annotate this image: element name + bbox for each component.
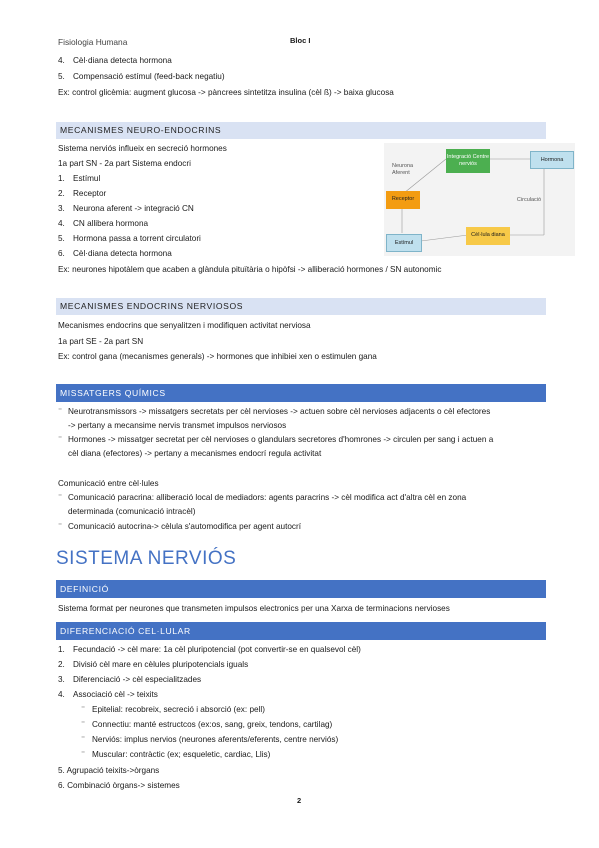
list-item: 4. CN allibera hormona: [58, 219, 149, 228]
list-item: 1. Fecundació -> cèl mare: 1a cèl pluripotencial (pot convertir-se en qualsevol cèl): [58, 645, 361, 654]
integracio-box: Integració Centre nerviós: [446, 149, 490, 173]
paragraph: 1a part SN - 2a part Sistema endocri: [58, 159, 191, 168]
list-item: 2. Receptor: [58, 189, 107, 198]
example-text: Ex: control gana (mecanismes generals) -> hormones que inhibiei xen o estimulen gana: [58, 352, 377, 361]
bullet-icon: ⁻: [58, 406, 63, 415]
list-item: 1. Estímul: [58, 174, 101, 183]
example-text: Ex: neurones hipotàlem que acaben a glàndula pituïtària o hipòfsi -> alliberació hormones / SN autonomic: [58, 265, 442, 274]
bullet-text: Neurotransmissors -> missatgers secretats per cèl nervioses -> actuen sobre cèl nervioses adjacents o cèl efectores: [68, 407, 491, 416]
bullet-icon: ⁻: [58, 492, 63, 501]
bullet-text: Hormones -> missatger secretat per cèl nervioses o glandulars secretores d'homrones -> circulen per sang i actuen a: [68, 435, 494, 444]
bullet-icon: ⁻: [81, 719, 86, 728]
section-header-definicio: DEFINICIÓ: [56, 580, 546, 598]
hormona-box: Hormona: [530, 151, 574, 169]
paragraph: Sistema nerviós influeix en secreció hormones: [58, 144, 227, 153]
cel-diana-box: Cèl·lula diana: [466, 227, 510, 245]
list-item: 5. Hormona passa a torrent circulatori: [58, 234, 201, 243]
bullet-icon: ⁻: [58, 521, 63, 530]
section-header-neuro-endocrins: MECANISMES NEURO-ENDOCRINS: [56, 122, 546, 139]
bullet-icon: ⁻: [81, 704, 86, 713]
page-header-left: Fisiologia Humana: [58, 37, 128, 47]
circulacio-label: Circulació: [516, 197, 542, 203]
list-item: 4. Associació cèl -> teixits: [58, 690, 158, 699]
bullet-text: Comunicació autocrina-> cèlula s'automodifica per agent autocrí: [68, 522, 301, 531]
sub-list-item: Epitelial: recobreix, secreció i absorció (ex: pell): [92, 705, 265, 714]
list-item: 3. Diferenciació -> cèl especialitzades: [58, 675, 202, 684]
paragraph: Mecanismes endocrins que senyalitzen i modifiquen activitat nerviosa: [58, 321, 311, 330]
bullet-icon: ⁻: [81, 734, 86, 743]
list-item: 3. Neurona aferent -> integració CN: [58, 204, 194, 213]
bullet-text: Comunicació paracrina: alliberació local de mediadors: agents paracrins -> cèl modifica act d'altra cèl en zona: [68, 493, 467, 502]
neuroendocrine-diagram: [384, 143, 575, 256]
receptor-box: Receptor: [386, 191, 420, 209]
bullet-text: -> pertany a mecansime nervis transmet impulsos nerviosos: [68, 421, 287, 430]
subheading: Comunicació entre cèl·lules: [58, 479, 159, 488]
list-item: 2. Divisió cèl mare en cèlules pluripotencials iguals: [58, 660, 249, 669]
section-header-endocrins-nerviosos: MECANISMES ENDOCRINS NERVIOSOS: [56, 298, 546, 315]
list-item: 6. Combinació òrgans-> sistemes: [58, 781, 180, 790]
bullet-text: cèl diana (efectores) -> pertany a mecanismes endocrí regula activitat: [68, 449, 322, 458]
page-header-center: Bloc I: [290, 36, 311, 45]
list-item: 5. Compensació estímul (feed-back negatiu): [58, 72, 225, 81]
neurona-label: Neurona Aferent: [392, 163, 414, 176]
bullet-icon: ⁻: [58, 434, 63, 443]
paragraph: Sistema format per neurones que transmeten impulsos electronics per una Xarxa de terminacions nervioses: [58, 604, 450, 613]
sub-list-item: Connectiu: manté estructcos (ex:os, sang, greix, tendons, cartilag): [92, 720, 333, 729]
example-text: Ex: control glicèmia: augment glucosa -> pàncrees sintetitza insulina (cèl ß) -> baixa glucosa: [58, 88, 394, 97]
list-item: 5. Agrupació teixits->òrgans: [58, 766, 160, 775]
section-header-diferenciacio: DIFERENCIACIÓ CEL·LULAR: [56, 622, 546, 640]
bullet-icon: ⁻: [81, 749, 86, 758]
paragraph: 1a part SE - 2a part SN: [58, 337, 144, 346]
sub-list-item: Muscular: contràctic (ex; esqueletic, cardiac, Llis): [92, 750, 271, 759]
page-title: SISTEMA NERVIÓS: [56, 548, 237, 569]
list-item: 6. Cèl·dianа detecta hormona: [58, 249, 172, 258]
estimul-box: Estímul: [386, 234, 422, 252]
list-item: 4. Cèl·dianа detecta hormona: [58, 56, 172, 65]
bullet-text: determinada (comunicació intracèl): [68, 507, 196, 516]
sub-list-item: Nerviós: implus nervios (neurones aferents/eferents, centre nerviós): [92, 735, 339, 744]
section-header-missatgers: MISSATGERS QUÍMICS: [56, 384, 546, 402]
page-number: 2: [297, 796, 302, 805]
